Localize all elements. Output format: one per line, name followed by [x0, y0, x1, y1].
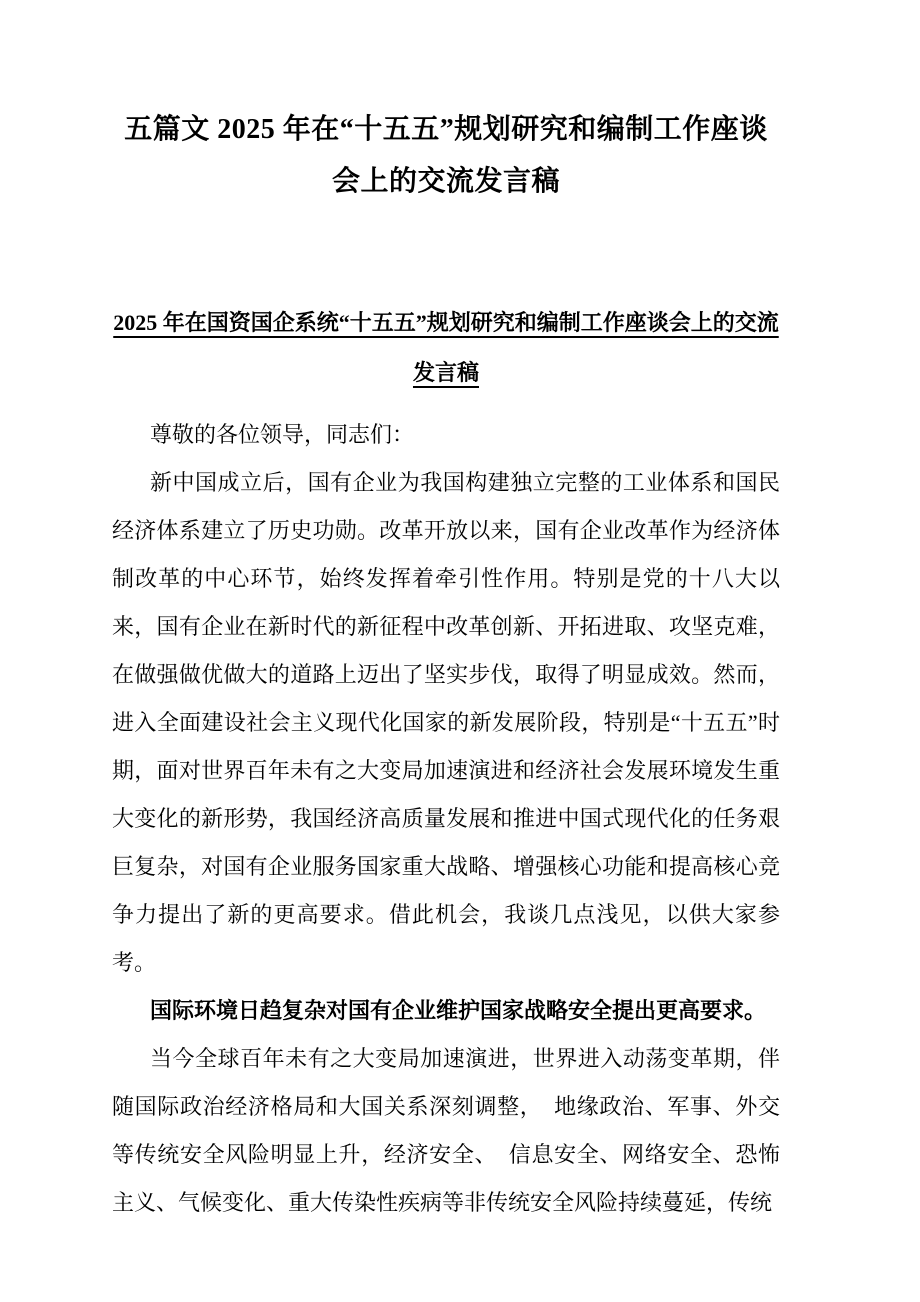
paragraph-body-continued: 当今全球百年未有之大变局加速演进，世界进入动荡变革期，伴随国际政治经济格局和大国关系深刻调整， 地缘政治、军事、外交等传统安全风险明显上升，经济安全、 信息安全、网络安全、恐怖主义、气候变化、重大传染性疾病等非传统安全风险持续蔓延，传统: [112, 1046, 780, 1215]
section-heading-text: 2025 年在国资国企系统“十五五”规划研究和编制工作座谈会上的交流发言稿: [113, 310, 779, 385]
paragraph-introduction: 新中国成立后，国有企业为我国构建独立完整的工业体系和国民经济体系建立了历史功勋。改革开放以来，国有企业改革作为经济体制改革的中心环节，始终发挥着牵引性作用。特别是党的十八大以来，国有企业在新时代的新征程中改革创新、开拓进取、攻坚克难，在做强做优做大的道路上迈出了坚实步伐，取得了明显成效。然而，进入全面建设社会主义现代化国家的新发展阶段，特别是“十五五”时期，面对世界百年未有之大变局加速演进和经济社会发展环境发生重大变化的新形势，我国经济高质量发展和推进中国式现代化的任务艰巨复杂，对国有企业服务国家重大战略、增强核心功能和提高核心竞争力提出了新的更高要求。借此机会，我谈几点浅见，以供大家参考。: [112, 470, 780, 975]
section-heading: [112, 298, 780, 398]
document-main-title: 五篇文 2025 年在“十五五”规划研究和编制工作座谈会上的交流发言稿: [124, 114, 768, 197]
salutation-line: 尊敬的各位领导，同志们：: [150, 422, 415, 447]
paragraph-point-heading: 国际环境日趋复杂对国有企业维护国家战略安全提出更高要求。: [150, 998, 767, 1023]
